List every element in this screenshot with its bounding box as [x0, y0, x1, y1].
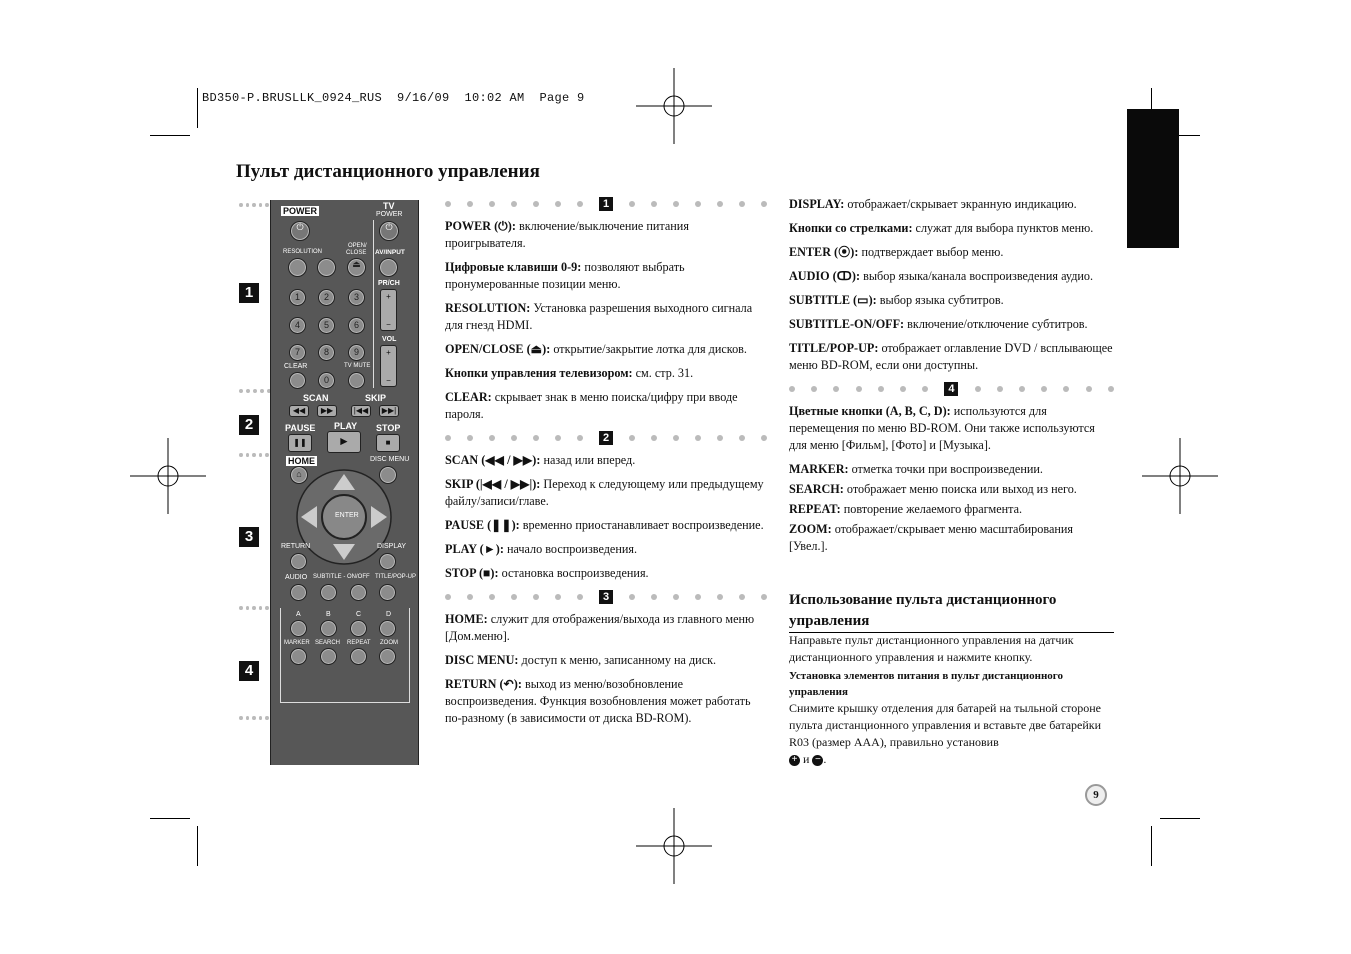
- section-separator-2: 2: [445, 430, 767, 446]
- remote-label-subtitle: SUBTITLE - ON/OFF: [313, 574, 370, 580]
- color-keys-description: Цветные кнопки (A, B, C, D): используются для перемещения по меню BD-ROM. Они также используются для меню [Фильм], [Фото] и [Музыка].: [789, 404, 1095, 452]
- remote-label-return: RETURN: [281, 543, 311, 550]
- open-close-description: OPEN/CLOSE (⏏): открытие/закрытие лотка для дисков.: [445, 342, 747, 356]
- remote-label-resolution: RESOLUTION: [283, 249, 323, 255]
- subtitle-on-off-description: SUBTITLE-ON/OFF: включение/отключение субтитров.: [789, 317, 1088, 331]
- remote-label-stop: STOP: [376, 423, 401, 433]
- play-description: PLAY (►): начало воспроизведения.: [445, 542, 638, 556]
- description-column-1: [445, 196, 767, 734]
- crop-mark: [197, 88, 198, 128]
- open-close-button[interactable]: ⏏: [347, 258, 366, 277]
- remote-label-skip: SKIP: [365, 393, 387, 403]
- remote-label-d: D: [386, 611, 392, 618]
- digit-0-button[interactable]: 0: [318, 372, 335, 389]
- registration-mark-icon: [130, 438, 206, 514]
- repeat-description: REPEAT: повторение желаемого фрагмента.: [789, 502, 1023, 516]
- skip-description: SKIP (|◀◀ / ▶▶|): Переход к следующему или предыдущему файлу/записи/главе.: [445, 477, 764, 508]
- section-separator-4: 4: [789, 381, 1114, 397]
- print-slug: BD350-P.BRUSLLK_0924_RUS 9/16/09 10:02 AM Page 9: [202, 91, 585, 105]
- skip-back-button[interactable]: |◀◀: [351, 405, 371, 417]
- search-description: SEARCH: отображает меню поиска или выход из него.: [789, 482, 1077, 496]
- section-divider: [239, 453, 269, 458]
- remote-label-title-popup: TITLE/POP-UP: [375, 574, 417, 580]
- tv-power-button[interactable]: ⏻: [379, 221, 399, 241]
- channel-rocker[interactable]: + −: [380, 289, 397, 331]
- color-c-button[interactable]: [350, 620, 367, 637]
- battery-heading: Установка элементов питания в пульт дистанционного управления: [789, 670, 1064, 698]
- crop-mark: [150, 135, 190, 136]
- remote-label-play: PLAY: [334, 421, 358, 431]
- page-title: Пульт дистанционного управления: [236, 161, 540, 182]
- tv-divider: [373, 220, 374, 388]
- remote-label-home: HOME: [288, 456, 315, 466]
- digit-2-button[interactable]: 2: [318, 289, 335, 306]
- description-column-2: [789, 196, 1114, 562]
- home-button[interactable]: ⌂: [290, 466, 308, 484]
- remote-label-power: POWER: [283, 206, 318, 216]
- av-input-button[interactable]: [379, 258, 398, 277]
- return-button[interactable]: [290, 553, 307, 570]
- crop-mark: [197, 826, 198, 866]
- section-divider: [239, 716, 269, 721]
- remote-label-scan: SCAN: [303, 393, 329, 403]
- usage-text: Направьте пульт дистанционного управления на датчик дистанционного управления и нажмите кнопку.: [789, 633, 1074, 664]
- color-keys-frame: [280, 608, 281, 703]
- marker-description: MARKER: отметка точки при воспроизведении.: [789, 462, 1043, 476]
- remote-label-zoom: ZOOM: [380, 640, 398, 646]
- digit-6-button[interactable]: 6: [348, 317, 365, 334]
- remote-label-search: SEARCH: [315, 640, 341, 646]
- remote-label-tv-mute: TV MUTE: [344, 363, 371, 369]
- scan-description: SCAN (◀◀ / ▶▶): назад или вперед.: [445, 453, 636, 467]
- color-d-button[interactable]: [379, 620, 396, 637]
- pause-description: PAUSE (❚❚): временно приостанавливает воспроизведение.: [445, 518, 764, 532]
- remote-label-b: B: [326, 611, 331, 618]
- play-button[interactable]: ►: [327, 431, 361, 453]
- title-popup-description: TITLE/POP-UP: отображает оглавление DVD / всплывающее меню BD-ROM, если они доступны.: [789, 341, 1113, 372]
- scan-forward-button[interactable]: ▶▶: [317, 405, 337, 417]
- arrows-description: Кнопки со стрелками: служат для выбора пунктов меню.: [789, 221, 1094, 235]
- subtitle-on-off-button[interactable]: [350, 584, 367, 601]
- digit-7-button[interactable]: 7: [289, 344, 306, 361]
- remote-label-display: DISPLAY: [377, 543, 407, 550]
- remote-label-pause: PAUSE: [285, 423, 316, 433]
- remote-label-open: OPEN/: [348, 243, 367, 249]
- subtitle-description: SUBTITLE (▭): выбор языка субтитров.: [789, 293, 1004, 307]
- home-description: HOME: служит для отображения/выхода из главного меню [Дом.меню].: [445, 612, 755, 643]
- clear-button[interactable]: [289, 372, 306, 389]
- battery-text: Снимите крышку отделения для батарей на тыльной стороне пульта дистанционного управления и вставьте две батарейки R03 (размер AAA), правильно установив + и − .: [789, 701, 1102, 766]
- remote-label-audio: AUDIO: [285, 574, 308, 581]
- color-keys-frame: [409, 608, 410, 703]
- remote-label-c: C: [356, 611, 362, 618]
- crop-mark: [1160, 818, 1200, 819]
- remote-label-marker: MARKER: [284, 640, 310, 646]
- pause-button[interactable]: ❚❚: [288, 434, 312, 452]
- remote-label-vol: VOL: [382, 336, 397, 343]
- remote-label-enter: ENTER: [335, 512, 359, 519]
- section-number: 2: [239, 415, 259, 435]
- stop-description: STOP (■): остановка воспроизведения.: [445, 566, 649, 580]
- language-tab: [1127, 109, 1179, 248]
- volume-rocker[interactable]: + −: [380, 345, 397, 387]
- stop-button[interactable]: ■: [376, 434, 400, 452]
- section-separator-1: 1: [445, 196, 767, 212]
- registration-mark-icon: [1142, 438, 1218, 514]
- title-popup-button[interactable]: [379, 584, 396, 601]
- display-button[interactable]: [379, 553, 396, 570]
- page-number: 9: [1085, 784, 1107, 806]
- color-b-button[interactable]: [320, 620, 337, 637]
- blank-button[interactable]: [317, 258, 336, 277]
- resolution-button[interactable]: [288, 258, 307, 277]
- color-a-button[interactable]: [290, 620, 307, 637]
- clear-description: CLEAR: скрывает знак в меню поиска/цифру при вводе пароля.: [445, 390, 738, 421]
- audio-button[interactable]: [290, 584, 307, 601]
- tv-buttons-description: Кнопки управления телевизором: см. стр. 31.: [445, 366, 694, 380]
- display-description: DISPLAY: отображает/скрывает экранную индикацию.: [789, 197, 1077, 211]
- power-button[interactable]: ⏻: [290, 221, 310, 241]
- remote-label-pr-ch: PR/CH: [378, 280, 400, 287]
- section-number: 4: [239, 661, 259, 681]
- power-description: POWER (⏻): включение/выключение питания проигрывателя.: [445, 219, 689, 250]
- remote-label-close: CLOSE: [346, 250, 367, 256]
- remote-label-clear: CLEAR: [284, 363, 308, 370]
- tv-mute-button[interactable]: [348, 372, 365, 389]
- color-keys-frame: [280, 702, 410, 703]
- return-description: RETURN (↶): выход из меню/возобновление воспроизведения. Функция возобновления может работать по-разному (в зависимости от диска BD-ROM).: [445, 677, 751, 725]
- digit-1-button[interactable]: 1: [289, 289, 306, 306]
- remote-control-illustration: [270, 200, 419, 765]
- section-divider: [239, 606, 269, 611]
- repeat-button[interactable]: [350, 648, 367, 665]
- disc-menu-description: DISC MENU: доступ к меню, записанному на диск.: [445, 653, 717, 667]
- digit-3-button[interactable]: 3: [348, 289, 365, 306]
- marker-button[interactable]: [290, 648, 307, 665]
- audio-description: AUDIO (ↀ): выбор языка/канала воспроизведения аудио.: [789, 269, 1094, 283]
- resolution-description: RESOLUTION: Установка разрешения выходного сигнала для гнезд HDMI.: [445, 301, 753, 332]
- section-number: 3: [239, 527, 259, 547]
- crop-mark: [150, 818, 190, 819]
- digit-9-button[interactable]: 9: [348, 344, 365, 361]
- enter-description: ENTER (⦿): подтверждает выбор меню.: [789, 245, 1004, 259]
- usage-heading: Использование пульта дистанционного управления: [789, 590, 1114, 633]
- remote-label-av-input: AV/INPUT: [375, 249, 405, 256]
- digit-8-button[interactable]: 8: [318, 344, 335, 361]
- zoom-button[interactable]: [379, 648, 396, 665]
- remote-label-repeat: REPEAT: [347, 640, 371, 646]
- section-divider: [239, 203, 269, 208]
- section-separator-3: 3: [445, 589, 767, 605]
- crop-mark: [1151, 826, 1152, 866]
- remote-label-tv-power: POWER: [376, 211, 403, 218]
- digit-4-button[interactable]: 4: [289, 317, 306, 334]
- remote-label-tv: TV: [383, 201, 395, 211]
- search-button[interactable]: [320, 648, 337, 665]
- registration-mark-icon: [636, 68, 712, 144]
- digit-5-button[interactable]: 5: [318, 317, 335, 334]
- usage-section: [789, 632, 1114, 768]
- skip-forward-button[interactable]: ▶▶|: [379, 405, 399, 417]
- digits-description: Цифровые клавиши 0-9: позволяют выбрать пронумерованные позиции меню.: [445, 260, 685, 291]
- minus-icon: −: [812, 755, 823, 766]
- section-number: 1: [239, 283, 259, 303]
- scan-back-button[interactable]: ◀◀: [289, 405, 309, 417]
- remote-label-a: A: [296, 611, 301, 618]
- plus-icon: +: [789, 755, 800, 766]
- zoom-description: ZOOM: отображает/скрывает меню масштабирования [Увел.].: [789, 522, 1074, 553]
- remote-label-disc-menu: DISC MENU: [370, 456, 410, 463]
- subtitle-button[interactable]: [320, 584, 337, 601]
- registration-mark-icon: [636, 808, 712, 884]
